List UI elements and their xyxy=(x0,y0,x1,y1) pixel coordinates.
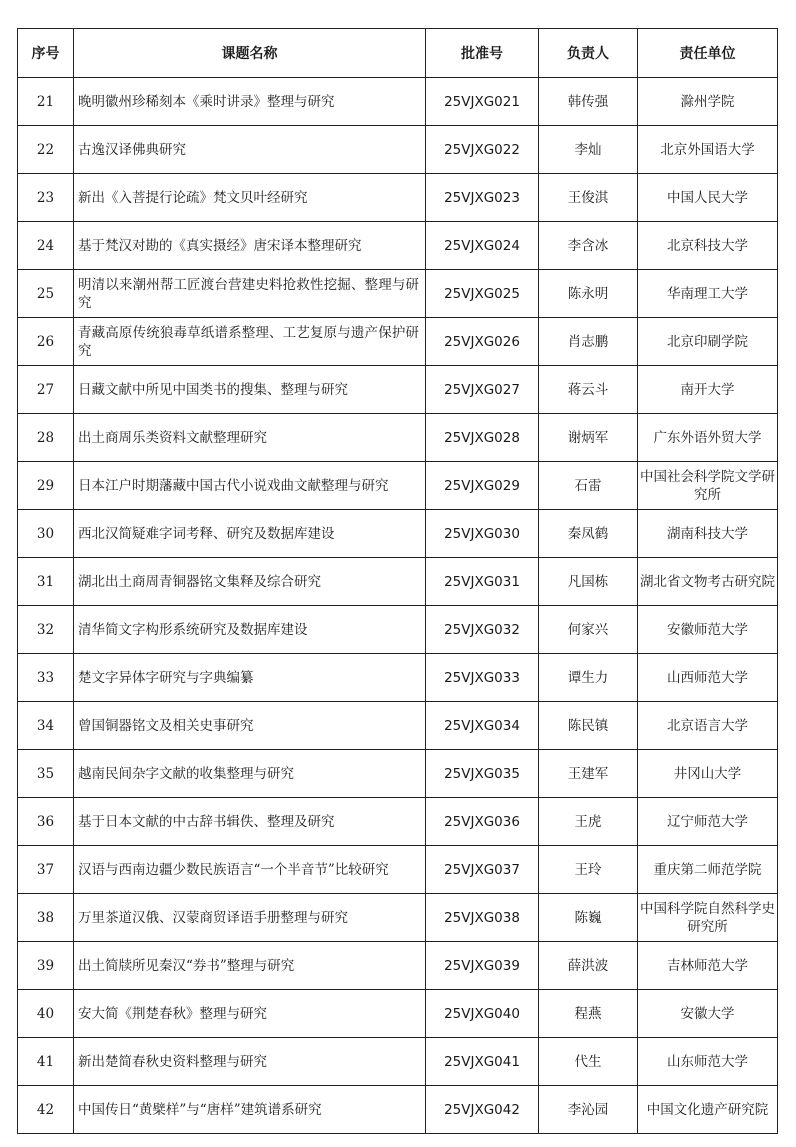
principal-cell: 谭生力 xyxy=(539,654,638,702)
project-title-cell: 湖北出土商周青铜器铭文集释及综合研究 xyxy=(74,558,426,606)
table-row xyxy=(18,174,778,222)
principal-cell: 代生 xyxy=(539,1038,638,1086)
project-title-cell: 楚文字异体字研究与字典编纂 xyxy=(74,654,426,702)
responsible-unit-cell: 中国文化遗产研究院 xyxy=(638,1086,778,1134)
project-title-cell: 古逸汉译佛典研究 xyxy=(74,126,426,174)
serial-number-cell: 37 xyxy=(18,846,74,894)
project-title-cell: 安大简《荆楚春秋》整理与研究 xyxy=(74,990,426,1038)
table-row xyxy=(18,654,778,702)
principal-cell: 程燕 xyxy=(539,990,638,1038)
serial-number-cell: 26 xyxy=(18,318,74,366)
principal-cell: 陈民镇 xyxy=(539,702,638,750)
serial-number-cell: 36 xyxy=(18,798,74,846)
serial-number-cell: 24 xyxy=(18,222,74,270)
serial-number-cell: 39 xyxy=(18,942,74,990)
responsible-unit-cell: 广东外语外贸大学 xyxy=(638,414,778,462)
responsible-unit-cell: 辽宁师范大学 xyxy=(638,798,778,846)
responsible-unit-cell: 山东师范大学 xyxy=(638,1038,778,1086)
approval-number-cell: 25VJXG029 xyxy=(426,462,539,510)
serial-number-cell: 29 xyxy=(18,462,74,510)
approval-number-cell: 25VJXG028 xyxy=(426,414,539,462)
project-title-cell: 中国传日“黄檗样”与“唐样”建筑谱系研究 xyxy=(74,1086,426,1134)
project-title-cell: 出土简牍所见秦汉“券书”整理与研究 xyxy=(74,942,426,990)
principal-cell: 李含冰 xyxy=(539,222,638,270)
header-principal: 负责人 xyxy=(539,29,638,78)
approval-number-cell: 25VJXG021 xyxy=(426,78,539,126)
principal-cell: 谢炳军 xyxy=(539,414,638,462)
serial-number-cell: 41 xyxy=(18,1038,74,1086)
responsible-unit-cell: 吉林师范大学 xyxy=(638,942,778,990)
serial-number-cell: 22 xyxy=(18,126,74,174)
responsible-unit-cell: 北京外国语大学 xyxy=(638,126,778,174)
principal-cell: 王玲 xyxy=(539,846,638,894)
project-title-cell: 越南民间杂字文献的收集整理与研究 xyxy=(74,750,426,798)
project-title-cell: 清华简文字构形系统研究及数据库建设 xyxy=(74,606,426,654)
principal-cell: 秦凤鹤 xyxy=(539,510,638,558)
principal-cell: 陈巍 xyxy=(539,894,638,942)
principal-cell: 王虎 xyxy=(539,798,638,846)
table-row xyxy=(18,126,778,174)
table-row xyxy=(18,222,778,270)
responsible-unit-cell: 华南理工大学 xyxy=(638,270,778,318)
serial-number-cell: 34 xyxy=(18,702,74,750)
approval-number-cell: 25VJXG040 xyxy=(426,990,539,1038)
responsible-unit-cell: 北京科技大学 xyxy=(638,222,778,270)
table-row xyxy=(18,702,778,750)
project-title-cell: 汉语与西南边疆少数民族语言“一个半音节”比较研究 xyxy=(74,846,426,894)
principal-cell: 李沁园 xyxy=(539,1086,638,1134)
principal-cell: 韩传强 xyxy=(539,78,638,126)
project-title-cell: 晚明徽州珍稀刻本《乘时讲录》整理与研究 xyxy=(74,78,426,126)
serial-number-cell: 31 xyxy=(18,558,74,606)
serial-number-cell: 40 xyxy=(18,990,74,1038)
principal-cell: 蒋云斗 xyxy=(539,366,638,414)
table-row xyxy=(18,894,778,942)
principal-cell: 石雷 xyxy=(539,462,638,510)
table-row xyxy=(18,366,778,414)
project-title-cell: 基于日本文献的中古辞书辑佚、整理及研究 xyxy=(74,798,426,846)
serial-number-cell: 42 xyxy=(18,1086,74,1134)
approval-number-cell: 25VJXG041 xyxy=(426,1038,539,1086)
project-title-cell: 出土商周乐类资料文献整理研究 xyxy=(74,414,426,462)
table-row xyxy=(18,990,778,1038)
project-title-cell: 万里茶道汉俄、汉蒙商贸译语手册整理与研究 xyxy=(74,894,426,942)
table-row xyxy=(18,414,778,462)
principal-cell: 何家兴 xyxy=(539,606,638,654)
approval-number-cell: 25VJXG035 xyxy=(426,750,539,798)
approval-number-cell: 25VJXG032 xyxy=(426,606,539,654)
responsible-unit-cell: 安徽师范大学 xyxy=(638,606,778,654)
responsible-unit-cell: 中国科学院自然科学史研究所 xyxy=(638,894,778,942)
table-row xyxy=(18,1086,778,1134)
approval-number-cell: 25VJXG039 xyxy=(426,942,539,990)
responsible-unit-cell: 重庆第二师范学院 xyxy=(638,846,778,894)
responsible-unit-cell: 北京印刷学院 xyxy=(638,318,778,366)
project-title-cell: 曾国铜器铭文及相关史事研究 xyxy=(74,702,426,750)
principal-cell: 薛洪波 xyxy=(539,942,638,990)
responsible-unit-cell: 滁州学院 xyxy=(638,78,778,126)
serial-number-cell: 33 xyxy=(18,654,74,702)
table-row xyxy=(18,270,778,318)
serial-number-cell: 27 xyxy=(18,366,74,414)
approval-number-cell: 25VJXG023 xyxy=(426,174,539,222)
responsible-unit-cell: 中国人民大学 xyxy=(638,174,778,222)
approval-number-cell: 25VJXG030 xyxy=(426,510,539,558)
project-title-cell: 新出《入菩提行论疏》梵文贝叶经研究 xyxy=(74,174,426,222)
approval-number-cell: 25VJXG025 xyxy=(426,270,539,318)
table-row xyxy=(18,318,778,366)
project-title-cell: 日本江户时期藩藏中国古代小说戏曲文献整理与研究 xyxy=(74,462,426,510)
responsible-unit-cell: 湖南科技大学 xyxy=(638,510,778,558)
approval-number-cell: 25VJXG027 xyxy=(426,366,539,414)
project-title-cell: 青藏高原传统狼毒草纸谱系整理、工艺复原与遗产保护研究 xyxy=(74,318,426,366)
table-row xyxy=(18,750,778,798)
principal-cell: 王建军 xyxy=(539,750,638,798)
table-row xyxy=(18,510,778,558)
table-row xyxy=(18,606,778,654)
project-title-cell: 西北汉简疑难字词考释、研究及数据库建设 xyxy=(74,510,426,558)
responsible-unit-cell: 北京语言大学 xyxy=(638,702,778,750)
principal-cell: 李灿 xyxy=(539,126,638,174)
table-row xyxy=(18,942,778,990)
table-row xyxy=(18,846,778,894)
responsible-unit-cell: 安徽大学 xyxy=(638,990,778,1038)
approval-number-cell: 25VJXG037 xyxy=(426,846,539,894)
header-serial-number: 序号 xyxy=(18,29,74,78)
project-title-cell: 新出楚简春秋史资料整理与研究 xyxy=(74,1038,426,1086)
table-row xyxy=(18,78,778,126)
approval-number-cell: 25VJXG031 xyxy=(426,558,539,606)
approval-number-cell: 25VJXG042 xyxy=(426,1086,539,1134)
serial-number-cell: 30 xyxy=(18,510,74,558)
responsible-unit-cell: 中国社会科学院文学研究所 xyxy=(638,462,778,510)
approval-number-cell: 25VJXG038 xyxy=(426,894,539,942)
table-row xyxy=(18,558,778,606)
responsible-unit-cell: 湖北省文物考古研究院 xyxy=(638,558,778,606)
principal-cell: 王俊淇 xyxy=(539,174,638,222)
serial-number-cell: 23 xyxy=(18,174,74,222)
table-row xyxy=(18,798,778,846)
approval-number-cell: 25VJXG033 xyxy=(426,654,539,702)
responsible-unit-cell: 南开大学 xyxy=(638,366,778,414)
serial-number-cell: 38 xyxy=(18,894,74,942)
serial-number-cell: 25 xyxy=(18,270,74,318)
approval-number-cell: 25VJXG036 xyxy=(426,798,539,846)
principal-cell: 肖志鹏 xyxy=(539,318,638,366)
approval-number-cell: 25VJXG024 xyxy=(426,222,539,270)
serial-number-cell: 35 xyxy=(18,750,74,798)
approval-number-cell: 25VJXG026 xyxy=(426,318,539,366)
approval-number-cell: 25VJXG034 xyxy=(426,702,539,750)
approval-number-cell: 25VJXG022 xyxy=(426,126,539,174)
project-table xyxy=(17,28,778,1134)
table-row xyxy=(18,1038,778,1086)
serial-number-cell: 21 xyxy=(18,78,74,126)
project-title-cell: 明清以来潮州帮工匠渡台营建史料抢救性挖掘、整理与研究 xyxy=(74,270,426,318)
header-project-title: 课题名称 xyxy=(74,29,426,78)
table-row xyxy=(18,462,778,510)
serial-number-cell: 32 xyxy=(18,606,74,654)
project-title-cell: 日藏文献中所见中国类书的搜集、整理与研究 xyxy=(74,366,426,414)
principal-cell: 陈永明 xyxy=(539,270,638,318)
serial-number-cell: 28 xyxy=(18,414,74,462)
header-approval-number: 批准号 xyxy=(426,29,539,78)
header-responsible-unit: 责任单位 xyxy=(638,29,778,78)
responsible-unit-cell: 井冈山大学 xyxy=(638,750,778,798)
responsible-unit-cell: 山西师范大学 xyxy=(638,654,778,702)
table-header-row xyxy=(18,29,778,78)
principal-cell: 凡国栋 xyxy=(539,558,638,606)
project-title-cell: 基于梵汉对勘的《真实摄经》唐宋译本整理研究 xyxy=(74,222,426,270)
